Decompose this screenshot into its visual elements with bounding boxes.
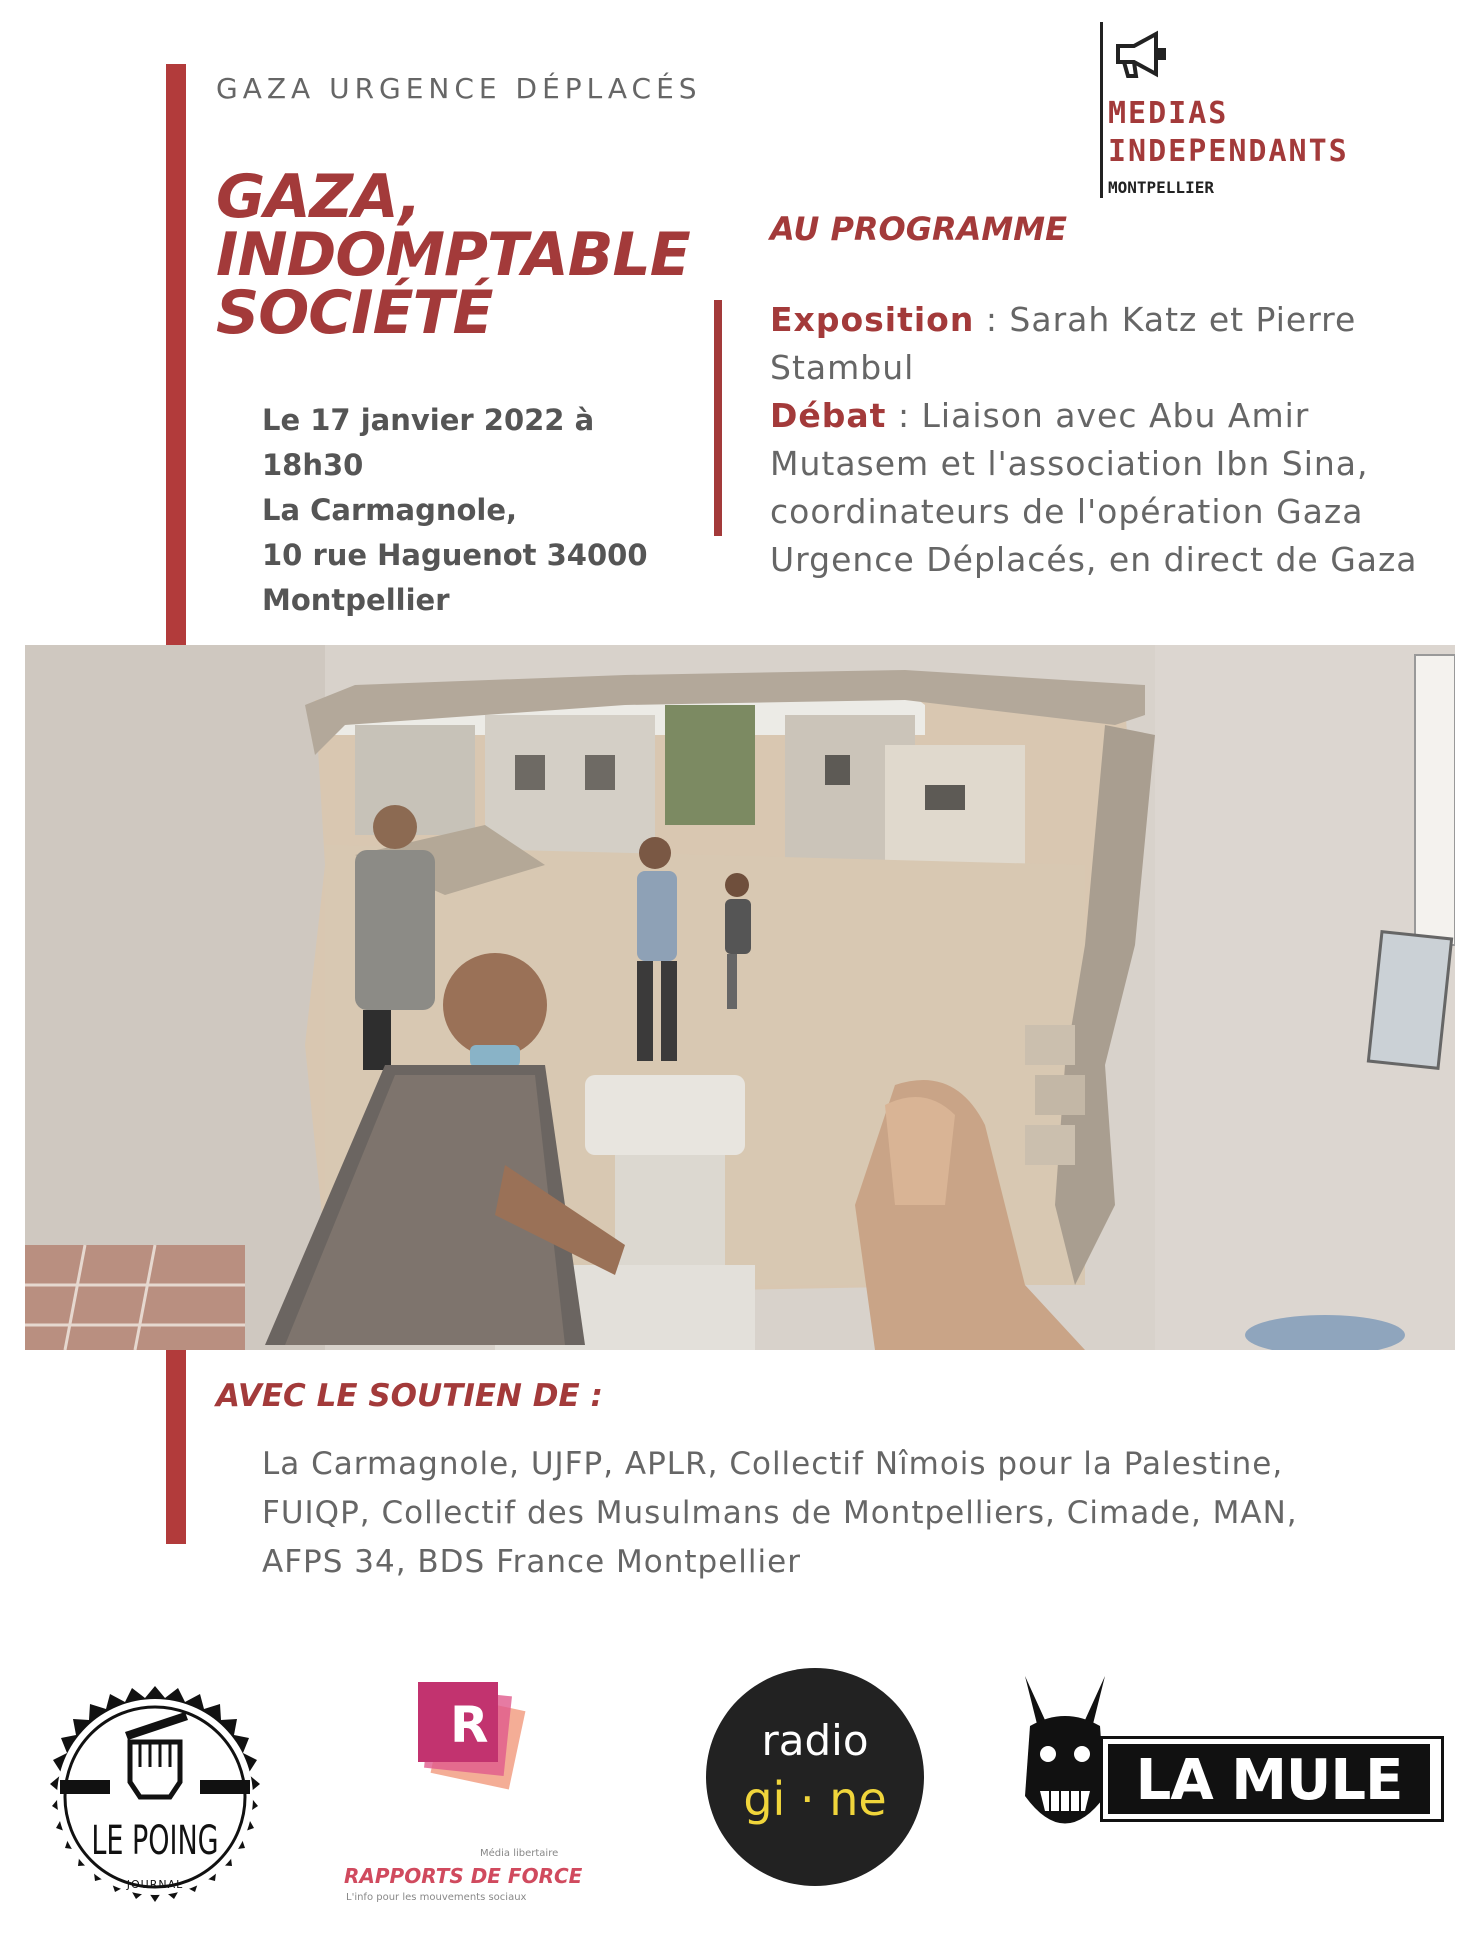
expo-label: Exposition	[770, 300, 975, 339]
medias-independants-logo	[1094, 22, 1374, 202]
media-line-2: INDEPENDANTS	[1108, 134, 1349, 169]
debate-label: Débat	[770, 396, 887, 435]
rapports-de-force-logo	[330, 1672, 610, 1922]
la-mule-name: LA MULE	[1135, 1748, 1403, 1813]
support-line: FUIQP, Collectif des Musulmans de Montpelliers, Cimade, MAN,	[262, 1495, 1298, 1531]
event-line: Le 17 janvier 2022 à	[262, 403, 595, 437]
debate-text: : Liaison avec Abu Amir Mutasem et l'association Ibn Sina, coordinateurs de l'opération Gaza Urgence Déplacés, en direct de Gaza	[770, 396, 1418, 579]
event-line: Montpellier	[262, 583, 450, 617]
program-divider	[714, 300, 722, 536]
event-line: La Carmagnole,	[262, 493, 518, 527]
le-poing-name: LE POING	[91, 1818, 219, 1864]
support-line: La Carmagnole, UJFP, APLR, Collectif Nîmois pour la Palestine,	[262, 1446, 1284, 1482]
radio-gine-logo	[706, 1668, 924, 1886]
rapports-top: Média libertaire	[480, 1848, 559, 1859]
event-details	[262, 398, 648, 623]
rapports-letter: R	[450, 1696, 489, 1754]
event-line: 18h30	[262, 448, 364, 482]
photo-eye-exam	[25, 645, 1455, 1350]
radio-gine-line1: radio	[761, 1716, 869, 1765]
program-body	[770, 296, 1450, 584]
title-line: SOCIÉTÉ	[216, 278, 493, 348]
poster-title	[216, 162, 690, 348]
expo-text: : Sarah Katz et Pierre Stambul	[770, 300, 1357, 387]
kicker: GAZA URGENCE DÉPLACÉS	[216, 72, 702, 105]
le-poing-logo	[30, 1672, 280, 1922]
le-poing-sub: JOURNAL	[126, 1878, 184, 1891]
title-line: GAZA,	[216, 162, 421, 232]
support-line: AFPS 34, BDS France Montpellier	[262, 1544, 801, 1580]
megaphone-icon	[1112, 28, 1172, 80]
program-heading: AU PROGRAMME	[770, 210, 1067, 248]
media-line-3: MONTPELLIER	[1108, 178, 1214, 197]
support-list	[262, 1440, 1442, 1587]
event-line: 10 rue Haguenot 34000	[262, 538, 648, 572]
la-mule-logo	[1010, 1676, 1450, 1856]
media-line-1: MEDIAS	[1108, 96, 1229, 131]
title-line: INDOMPTABLE	[216, 220, 690, 290]
rapports-sub: L'info pour les mouvements sociaux	[346, 1892, 527, 1903]
radio-gine-line2: gi · ne	[743, 1772, 887, 1826]
support-heading: AVEC LE SOUTIEN DE :	[216, 1378, 603, 1414]
rapports-name: RAPPORTS DE FORCE	[344, 1864, 583, 1888]
